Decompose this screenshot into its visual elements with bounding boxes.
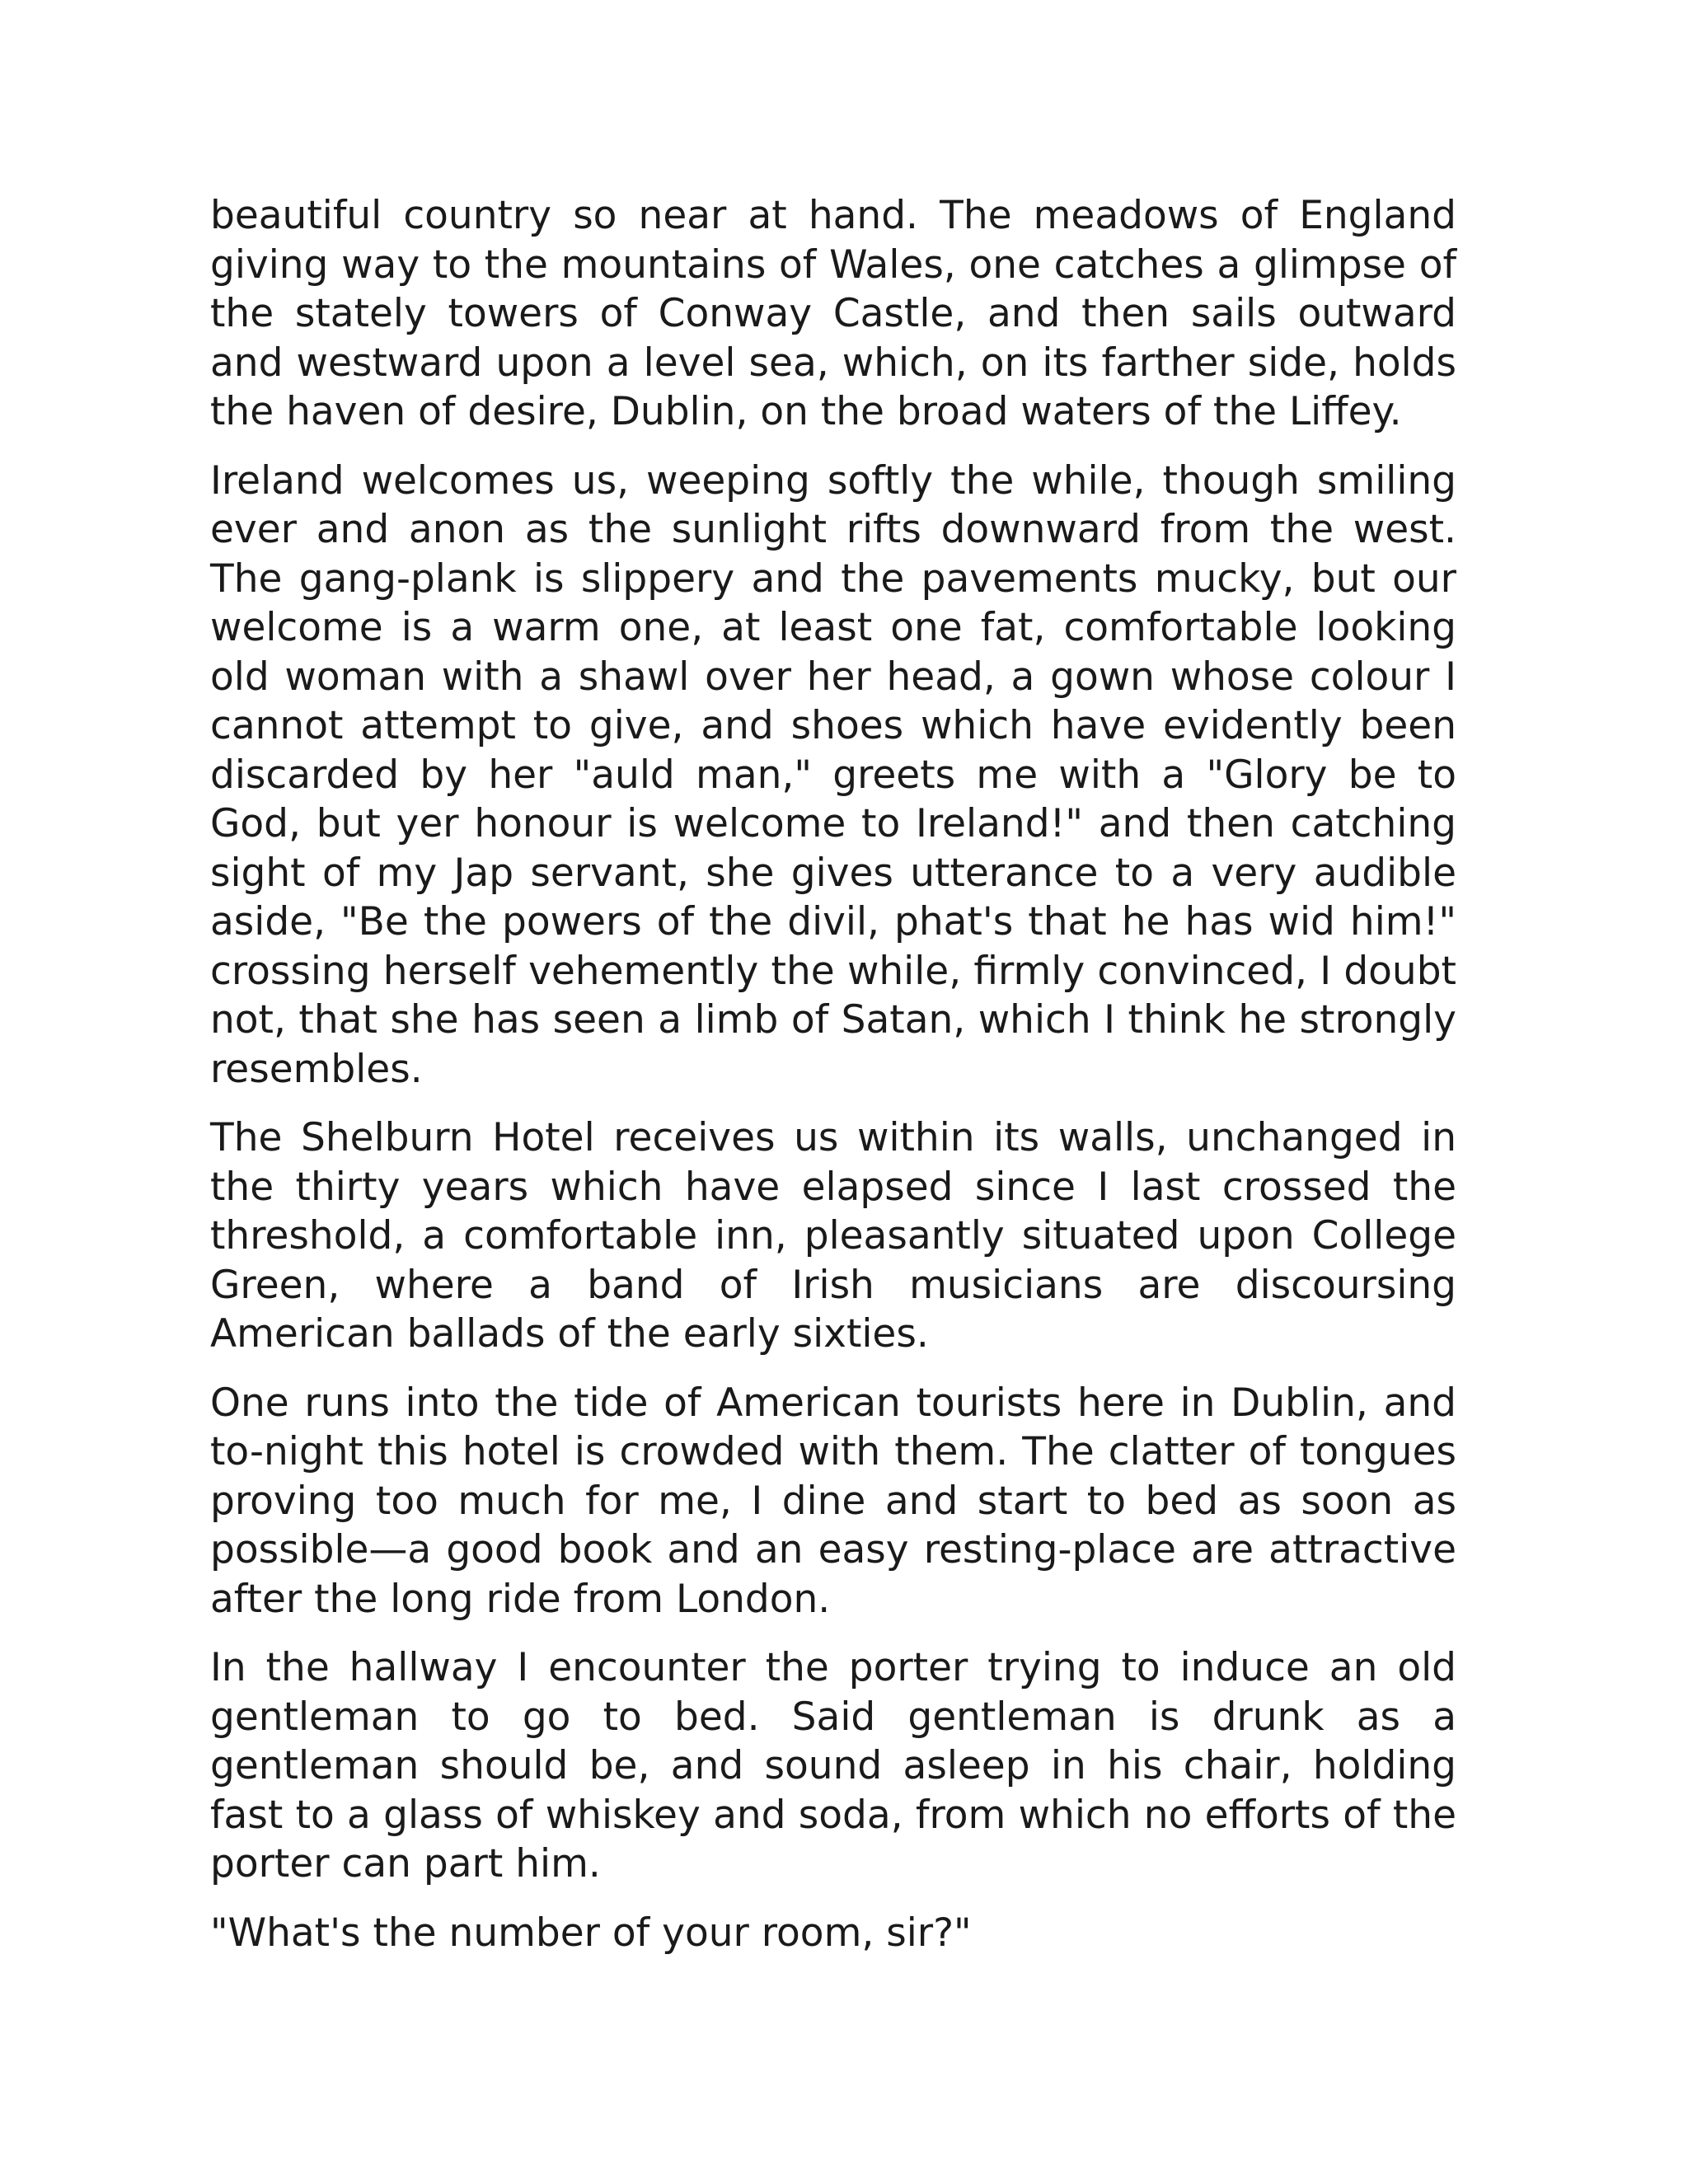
paragraph: Ireland welcomes us, weeping softly the while, though smiling ever and anon as the sunlight rifts downward from the west. The gang-plank is slippery and the pavements mucky, but our welcome is a warm one, at least one fat, comfortable looking old woman with a shawl over her head, a gown whose colour I cannot attempt to give, and shoes which have evidently been discarded by her "auld man," greets me with a "Glory be to God, but yer honour is welcome to Ireland!" and then catching sight of my Jap servant, she gives utterance to a very audible aside, "Be the powers of the divil, phat's that he has wid him!" crossing herself vehemently the while, firmly convinced, I doubt not, that she has seen a limb of Satan, which I think he strongly resembles. [210, 457, 1456, 1092]
paragraph: beautiful country so near at hand. The meadows of England giving way to the mountains of Wales, one catches a glimpse of the stately towers of Conway Castle, and then sails outward and westward upon a level sea, which, on its farther side, holds the haven of desire, Dublin, on the broad waters of the Liffey. [210, 193, 1456, 434]
page-body [210, 191, 1456, 1977]
paragraph: The Shelburn Hotel receives us within its walls, unchanged in the thirty years which have elapsed since I last crossed the threshold, a comfortable inn, pleasantly situated upon College Green, where a band of Irish musicians are discoursing American ballads of the early sixties. [210, 1115, 1456, 1357]
paragraph: "What's the number of your room, sir?" [210, 1910, 972, 1956]
paragraph: One runs into the tide of American tourists here in Dublin, and to-night this hotel is crowded with them. The clatter of tongues proving too much for me, I dine and start to bed as soon as possible—a good book and an easy resting-place are attractive after the long ride from London. [210, 1380, 1456, 1622]
paragraph: In the hallway I encounter the porter trying to induce an old gentleman to go to bed. Said gentleman is drunk as a gentleman should be, and sound asleep in his chair, holding fast to a glass of whiskey and soda, from which no efforts of the porter can part him. [210, 1645, 1456, 1886]
